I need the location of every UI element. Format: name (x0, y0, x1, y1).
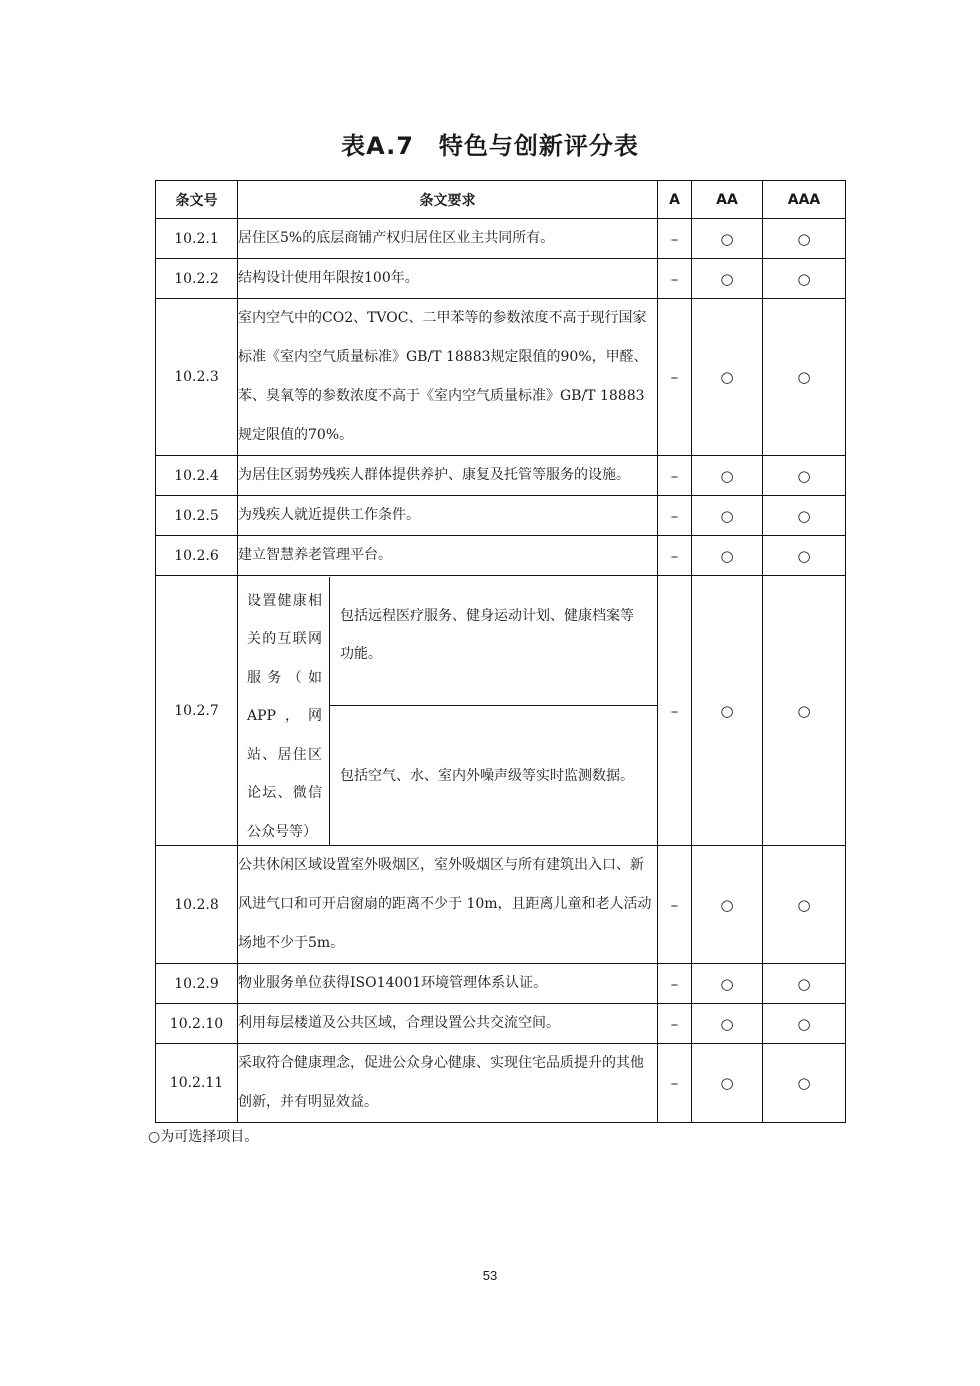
grade-a-mark: – (658, 259, 692, 299)
grade-a-mark: – (658, 1004, 692, 1044)
grade-a-mark: – (658, 1044, 692, 1123)
grade-aa-mark: ○ (692, 456, 763, 496)
clause-number: 10.2.11 (156, 1044, 238, 1123)
clause-requirement: 建立智慧养老管理平台。 (238, 536, 658, 576)
clause-requirement: 为居住区弱势残疾人群体提供养护、康复及托管等服务的设施。 (238, 456, 658, 496)
header-a: A (658, 181, 692, 219)
grade-aa-mark: ○ (692, 1004, 763, 1044)
grade-aaa-mark: ○ (763, 219, 846, 259)
clause-number: 10.2.7 (156, 576, 238, 846)
grade-a-mark: – (658, 496, 692, 536)
telemedicine-requirement: 包括远程医疗服务、健身运动计划、健康档案等功能。 (330, 577, 657, 706)
header-clause-number: 条文号 (156, 181, 238, 219)
table-row (156, 456, 846, 496)
monitoring-data-requirement: 包括空气、水、室内外噪声级等实时监测数据。 (340, 768, 634, 784)
page-number: 53 (482, 1268, 498, 1283)
table-row (156, 1004, 846, 1044)
grade-a-mark: – (658, 576, 692, 846)
table-row (156, 576, 846, 846)
grade-aaa-mark: ○ (763, 456, 846, 496)
header-aaa: AAA (763, 181, 846, 219)
grade-aa-mark: ○ (692, 964, 763, 1004)
grade-a-mark: – (658, 219, 692, 259)
grade-aaa-mark: ○ (763, 496, 846, 536)
table-row (156, 299, 846, 456)
clause-requirement: 居住区5%的底层商铺产权归居住区业主共同所有。 (238, 219, 658, 259)
table-row (156, 536, 846, 576)
clause-requirement: 为残疾人就近提供工作条件。 (238, 496, 658, 536)
scoring-table (155, 180, 846, 1123)
table-row (156, 846, 846, 964)
table-header-row (156, 181, 846, 219)
grade-aaa-mark: ○ (763, 964, 846, 1004)
grade-a-mark: – (658, 299, 692, 456)
clause-requirement: 结构设计使用年限按100年。 (238, 259, 658, 299)
clause-number: 10.2.3 (156, 299, 238, 456)
grade-a-mark: – (658, 964, 692, 1004)
clause-number: 10.2.10 (156, 1004, 238, 1044)
grade-aaa-mark: ○ (763, 1004, 846, 1044)
grade-aa-mark: ○ (692, 299, 763, 456)
grade-aaa-mark: ○ (763, 299, 846, 456)
table-row (156, 964, 846, 1004)
clause-number: 10.2.1 (156, 219, 238, 259)
grade-a-mark: – (658, 536, 692, 576)
clause-requirement: 公共休闲区域设置室外吸烟区，室外吸烟区与所有建筑出入口、新风进气口和可开启窗扇的距离不少于 10m，且距离儿童和老人活动场地不少于5m。 (238, 846, 658, 964)
grade-aa-mark: ○ (692, 536, 763, 576)
table-row (156, 259, 846, 299)
grade-aaa-mark: ○ (763, 846, 846, 964)
clause-requirement-split (238, 576, 658, 846)
grade-aa-mark: ○ (692, 219, 763, 259)
header-aa: AA (692, 181, 763, 219)
clause-number: 10.2.2 (156, 259, 238, 299)
table-title: 表A.7 特色与创新评分表 (341, 132, 639, 160)
grade-aa-mark: ○ (692, 259, 763, 299)
clause-requirement: 室内空气中的CO2、TVOC、二甲苯等的参数浓度不高于现行国家标准《室内空气质量标准》GB/T 18883规定限值的90%，甲醛、苯、臭氧等的参数浓度不高于《室内空气质量标准》GB/T 18883规定限值的70%。 (238, 299, 658, 456)
grade-aaa-mark: ○ (763, 576, 846, 846)
table-row (156, 496, 846, 536)
clause-number: 10.2.8 (156, 846, 238, 964)
grade-aa-mark: ○ (692, 496, 763, 536)
grade-aaa-mark: ○ (763, 536, 846, 576)
grade-a-mark: – (658, 846, 692, 964)
table-row (156, 219, 846, 259)
clause-number: 10.2.6 (156, 536, 238, 576)
header-clause-requirement: 条文要求 (238, 181, 658, 219)
clause-number: 10.2.4 (156, 456, 238, 496)
clause-number: 10.2.9 (156, 964, 238, 1004)
clause-requirement: 采取符合健康理念，促进公众身心健康、实现住宅品质提升的其他创新，并有明显效益。 (238, 1044, 658, 1123)
table-row (156, 1044, 846, 1123)
internet-service-requirement: 设置健康相关的互联网服务（如APP，网站、居住区论坛、微信公众号等） (238, 577, 330, 845)
grade-a-mark: – (658, 456, 692, 496)
grade-aaa-mark: ○ (763, 259, 846, 299)
clause-number: 10.2.5 (156, 496, 238, 536)
clause-requirement: 物业服务单位获得ISO14001环境管理体系认证。 (238, 964, 658, 1004)
footnote: ○为可选择项目。 (148, 1129, 259, 1145)
grade-aa-mark: ○ (692, 1044, 763, 1123)
grade-aa-mark: ○ (692, 576, 763, 846)
clause-requirement: 利用每层楼道及公共区域，合理设置公共交流空间。 (238, 1004, 658, 1044)
grade-aaa-mark: ○ (763, 1044, 846, 1123)
grade-aa-mark: ○ (692, 846, 763, 964)
